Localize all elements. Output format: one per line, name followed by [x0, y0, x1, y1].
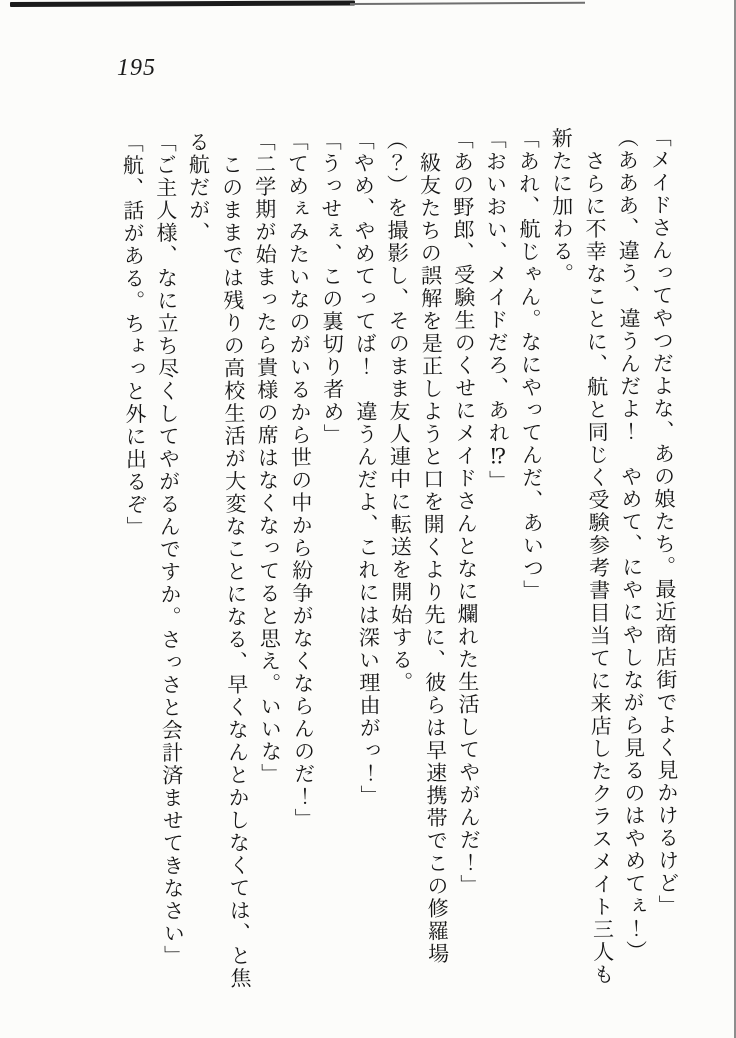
text-line: 「おいおい、メイドだろ、あれ⁉」 [483, 127, 511, 493]
text-line: 「メイドさんってやつだよな、あの娘たち。最近商店街でよく見かけるけど」 [648, 126, 681, 918]
text-line: 「あれ、航じゃん。なにやってんだ、あいつ」 [516, 127, 545, 603]
vertical-text-block [115, 126, 685, 1012]
text-line: る航だが、 [186, 130, 212, 245]
text-line: 「やめ、やめてってば！ 違うんだよ、これには深い理由がっ！」 [351, 129, 383, 808]
text-line: 「てめぇみたいなのがいるから世の中から紛争がなくならんのだ！」 [285, 129, 317, 831]
text-line: 「ご主人様、なに立ち尽くしてやがるんですか。さっさと会計済ませてきなさい」 [153, 131, 186, 968]
text-line: （あああ、違う、違うんだよ！ やめて、にやにやしながら見るのはやめてぇ！） [615, 126, 648, 963]
text-line: このままでは残りの高校生活が大変なことになる、早くなんとかしなくては、と焦 [219, 153, 253, 990]
text-line: 「うっせぇ、この裏切り者め」 [318, 129, 346, 447]
text-line: 「航、話がある。ちょっと外に出るぞ」 [120, 131, 149, 539]
text-line: 「二学期が始まったら貴様の席はなくなってると思え。いいな」 [252, 130, 283, 786]
text-line: 「あの野郎、受験生のくせにメイドさんとなに爛れた生活してやがんだ！」 [450, 128, 483, 897]
page-number: 195 [117, 55, 156, 81]
scan-artifact-top-bar-thin [350, 2, 585, 5]
text-line: （？）を撮影し、そのまま友人連中に転送を開始する。 [384, 128, 414, 695]
text-line: 級友たちの誤解を是正しようと口を開くより先に、彼らは早速携帯でこの修羅場 [417, 151, 450, 966]
text-line: さらに不幸なことに、航と同じく受験参考書目当てに来店したクラスメイト三人も [582, 149, 616, 987]
text-line: 新たに加わる。 [549, 127, 575, 286]
scan-artifact-top-bar [10, 0, 355, 7]
